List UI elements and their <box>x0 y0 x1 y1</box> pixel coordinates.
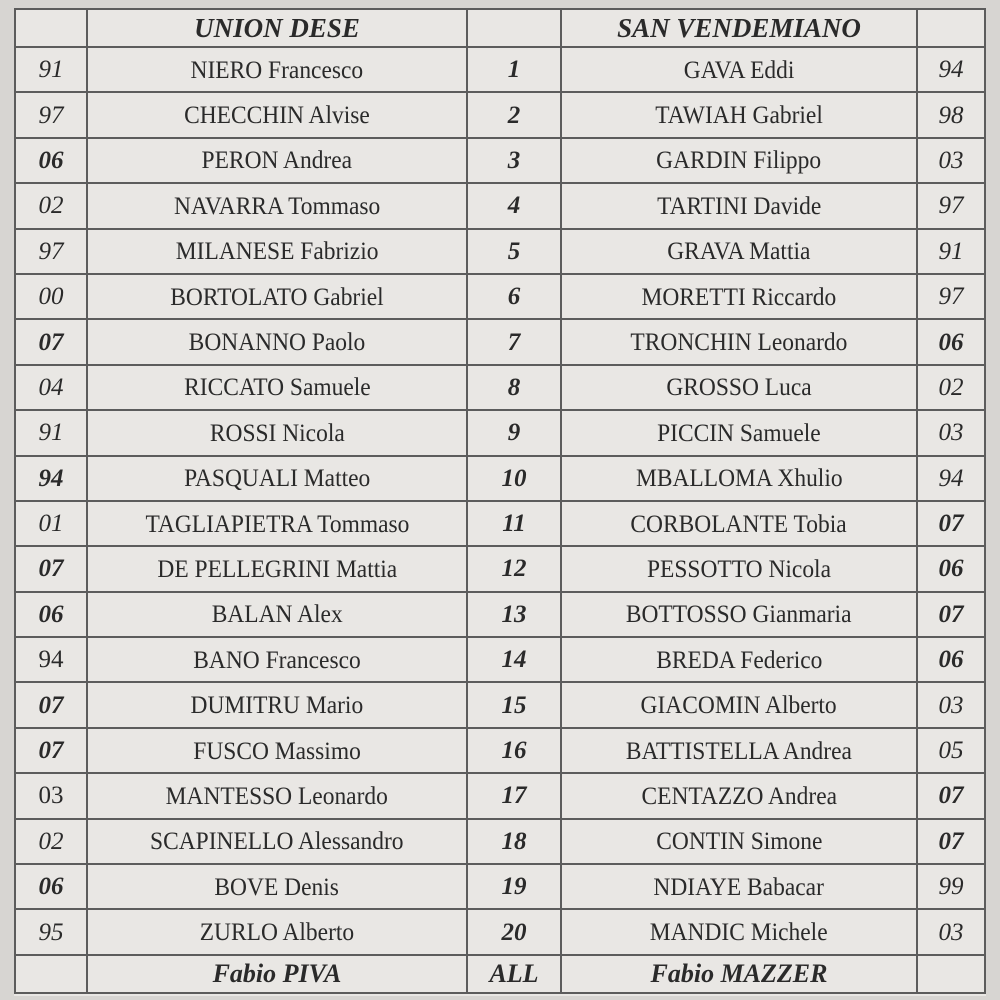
shirt-number: 1 <box>467 47 561 92</box>
player-row <box>15 274 985 319</box>
player-row <box>15 592 985 637</box>
home-player-name: ROSSI Nicola <box>209 417 345 447</box>
away-player-name: CONTIN Simone <box>655 826 823 856</box>
away-player-name-cell <box>561 229 917 274</box>
away-player-name: GARDIN Filippo <box>656 145 822 175</box>
shirt-number: 14 <box>467 637 561 682</box>
home-player-name: NIERO Francesco <box>190 54 364 84</box>
home-player-year: 07 <box>15 546 87 591</box>
player-row <box>15 546 985 591</box>
away-player-year: 05 <box>917 728 985 773</box>
player-row <box>15 319 985 364</box>
away-player-year: 94 <box>917 456 985 501</box>
player-row <box>15 637 985 682</box>
shirt-number: 19 <box>467 864 561 909</box>
home-player-name-cell <box>87 319 467 364</box>
away-player-year: 99 <box>917 864 985 909</box>
shirt-number: 13 <box>467 592 561 637</box>
home-player-name-cell <box>87 682 467 727</box>
home-player-name-cell <box>87 819 467 864</box>
away-player-year: 07 <box>917 501 985 546</box>
home-player-name: BORTOLATO Gabriel <box>170 281 384 311</box>
away-player-name: TAWIAH Gabriel <box>655 100 823 130</box>
shirt-number: 2 <box>467 92 561 137</box>
home-player-year: 94 <box>15 456 87 501</box>
away-player-name: GAVA Eddi <box>683 54 795 84</box>
player-row <box>15 410 985 455</box>
away-player-name-cell <box>561 47 917 92</box>
away-player-name-cell <box>561 909 917 954</box>
player-row <box>15 728 985 773</box>
home-player-name: BANO Francesco <box>193 644 361 674</box>
home-player-name-cell <box>87 47 467 92</box>
coach-empty-left <box>15 955 87 993</box>
home-player-name-cell <box>87 92 467 137</box>
away-player-name: BATTISTELLA Andrea <box>625 735 853 765</box>
away-player-year: 91 <box>917 229 985 274</box>
away-player-name-cell <box>561 728 917 773</box>
home-player-name-cell <box>87 229 467 274</box>
home-player-year: 97 <box>15 92 87 137</box>
away-player-name: MORETTI Riccardo <box>641 281 837 311</box>
home-player-name: BOVE Denis <box>214 871 340 901</box>
player-row <box>15 92 985 137</box>
shirt-number: 3 <box>467 138 561 183</box>
away-player-year: 06 <box>917 637 985 682</box>
home-player-name-cell <box>87 501 467 546</box>
home-player-year: 06 <box>15 138 87 183</box>
player-row <box>15 47 985 92</box>
player-row <box>15 138 985 183</box>
away-player-name-cell <box>561 546 917 591</box>
home-player-name: RICCATO Samuele <box>183 372 371 402</box>
shirt-number: 18 <box>467 819 561 864</box>
away-player-name-cell <box>561 819 917 864</box>
home-player-year: 00 <box>15 274 87 319</box>
home-player-name-cell <box>87 546 467 591</box>
away-player-year: 06 <box>917 319 985 364</box>
home-player-year: 07 <box>15 319 87 364</box>
home-player-name-cell <box>87 728 467 773</box>
away-player-name: MBALLOMA Xhulio <box>635 463 843 493</box>
home-player-year: 97 <box>15 229 87 274</box>
away-player-year: 07 <box>917 819 985 864</box>
away-player-year: 98 <box>917 92 985 137</box>
home-player-name: PERON Andrea <box>201 145 353 175</box>
player-row <box>15 864 985 909</box>
away-player-name-cell <box>561 773 917 818</box>
away-player-name-cell <box>561 864 917 909</box>
shirt-number: 8 <box>467 365 561 410</box>
home-player-year: 95 <box>15 909 87 954</box>
away-player-name-cell <box>561 410 917 455</box>
home-player-name-cell <box>87 183 467 228</box>
shirt-number: 10 <box>467 456 561 501</box>
home-player-name: DE PELLEGRINI Mattia <box>157 553 397 583</box>
home-player-year: 02 <box>15 819 87 864</box>
player-row <box>15 682 985 727</box>
home-player-name: MILANESE Fabrizio <box>175 236 379 266</box>
player-row <box>15 456 985 501</box>
away-player-name: BREDA Federico <box>655 644 823 674</box>
away-player-name-cell <box>561 319 917 364</box>
shirt-number: 5 <box>467 229 561 274</box>
header-empty-left <box>15 9 87 47</box>
shirt-number: 20 <box>467 909 561 954</box>
away-player-year: 97 <box>917 274 985 319</box>
home-team-name: UNION DESE <box>87 9 467 47</box>
away-player-year: 03 <box>917 138 985 183</box>
away-player-name-cell <box>561 365 917 410</box>
away-coach: Fabio MAZZER <box>561 955 917 993</box>
home-player-name: BALAN Alex <box>211 599 343 629</box>
home-player-year: 94 <box>15 637 87 682</box>
home-player-year: 07 <box>15 728 87 773</box>
home-player-name-cell <box>87 864 467 909</box>
shirt-number: 9 <box>467 410 561 455</box>
home-player-name: FUSCO Massimo <box>193 735 361 765</box>
home-player-name-cell <box>87 773 467 818</box>
away-player-year: 03 <box>917 410 985 455</box>
shirt-number: 17 <box>467 773 561 818</box>
home-player-year: 91 <box>15 410 87 455</box>
home-player-year: 01 <box>15 501 87 546</box>
away-player-name-cell <box>561 682 917 727</box>
home-player-name-cell <box>87 637 467 682</box>
away-player-name-cell <box>561 592 917 637</box>
home-player-name-cell <box>87 138 467 183</box>
home-player-year: 06 <box>15 864 87 909</box>
coach-label: ALL <box>467 955 561 993</box>
away-player-name: TARTINI Davide <box>656 190 822 220</box>
home-player-name: DUMITRU Mario <box>190 690 364 720</box>
away-player-name: PICCIN Samuele <box>657 417 821 447</box>
home-player-name-cell <box>87 909 467 954</box>
home-player-year: 03 <box>15 773 87 818</box>
home-player-name-cell <box>87 456 467 501</box>
away-player-year: 03 <box>917 682 985 727</box>
home-player-year: 02 <box>15 183 87 228</box>
player-row <box>15 819 985 864</box>
home-player-name: TAGLIAPIETRA Tommaso <box>145 508 409 538</box>
shirt-number: 11 <box>467 501 561 546</box>
home-player-name: NAVARRA Tommaso <box>173 190 381 220</box>
coach-empty-right <box>917 955 985 993</box>
home-player-name: BONANNO Paolo <box>188 327 366 357</box>
home-player-name-cell <box>87 365 467 410</box>
lineup-table <box>14 8 986 994</box>
away-player-name: BOTTOSSO Gianmaria <box>626 599 852 629</box>
away-player-name: GIACOMIN Alberto <box>640 690 838 720</box>
away-player-year: 97 <box>917 183 985 228</box>
home-player-name: PASQUALI Matteo <box>183 463 371 493</box>
shirt-number: 15 <box>467 682 561 727</box>
home-player-year: 91 <box>15 47 87 92</box>
away-player-name-cell <box>561 456 917 501</box>
away-player-name: GRAVA Mattia <box>667 236 811 266</box>
away-player-name: NDIAYE Babacar <box>653 871 825 901</box>
away-player-name: CENTAZZO Andrea <box>641 780 837 810</box>
away-player-name: GROSSO Luca <box>666 372 812 402</box>
home-player-name: ZURLO Alberto <box>199 917 355 947</box>
lineup-sheet <box>14 8 986 996</box>
away-player-name: TRONCHIN Leonardo <box>630 327 848 357</box>
away-team-name: SAN VENDEMIANO <box>561 9 917 47</box>
away-player-name: MANDIC Michele <box>650 917 828 947</box>
home-player-name-cell <box>87 274 467 319</box>
home-coach: Fabio PIVA <box>87 955 467 993</box>
shirt-number: 7 <box>467 319 561 364</box>
player-row <box>15 501 985 546</box>
player-row <box>15 773 985 818</box>
away-player-year: 94 <box>917 47 985 92</box>
player-row <box>15 909 985 954</box>
away-player-name-cell <box>561 138 917 183</box>
away-player-year: 07 <box>917 592 985 637</box>
player-row <box>15 229 985 274</box>
shirt-number: 6 <box>467 274 561 319</box>
away-player-name-cell <box>561 183 917 228</box>
coach-row <box>15 955 985 993</box>
player-row <box>15 365 985 410</box>
away-player-name-cell <box>561 637 917 682</box>
away-player-year: 02 <box>917 365 985 410</box>
home-player-year: 07 <box>15 682 87 727</box>
home-player-name: MANTESSO Leonardo <box>165 780 389 810</box>
away-player-name-cell <box>561 501 917 546</box>
home-player-year: 06 <box>15 592 87 637</box>
shirt-number: 12 <box>467 546 561 591</box>
home-player-name-cell <box>87 592 467 637</box>
away-player-name-cell <box>561 92 917 137</box>
header-empty-center <box>467 9 561 47</box>
header-empty-right <box>917 9 985 47</box>
home-player-name-cell <box>87 410 467 455</box>
away-player-year: 06 <box>917 546 985 591</box>
shirt-number: 4 <box>467 183 561 228</box>
header-row <box>15 9 985 47</box>
home-player-name: CHECCHIN Alvise <box>184 100 370 130</box>
player-row <box>15 183 985 228</box>
home-player-name: SCAPINELLO Alessandro <box>150 826 404 856</box>
home-player-year: 04 <box>15 365 87 410</box>
away-player-name-cell <box>561 274 917 319</box>
away-player-year: 03 <box>917 909 985 954</box>
away-player-name: PESSOTTO Nicola <box>647 553 831 583</box>
shirt-number: 16 <box>467 728 561 773</box>
away-player-year: 07 <box>917 773 985 818</box>
away-player-name: CORBOLANTE Tobia <box>630 508 848 538</box>
